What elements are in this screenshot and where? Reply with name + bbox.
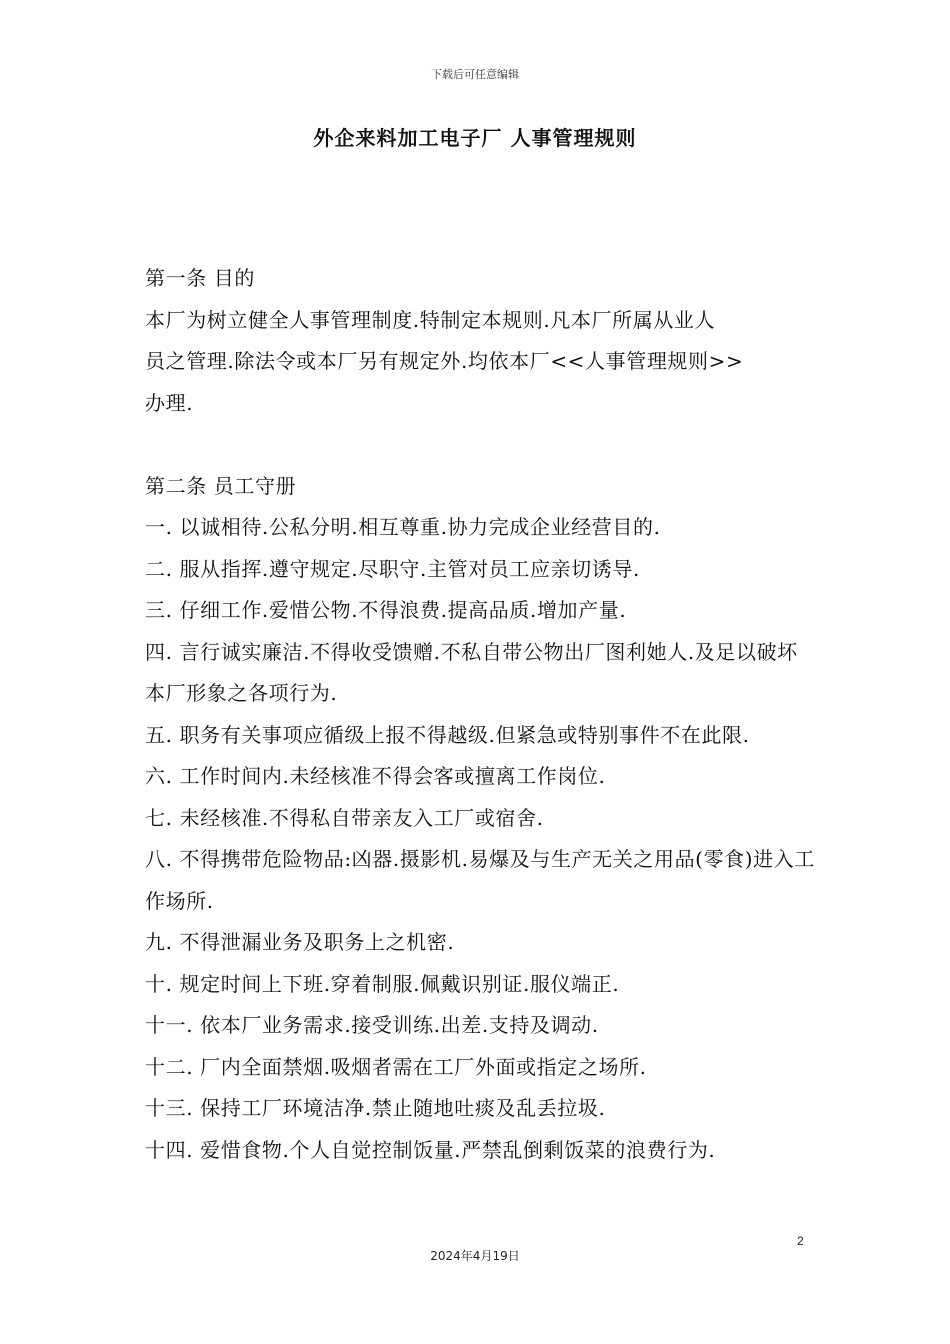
section-spacer [145,424,815,466]
rule-item: 六. 工作时间内.未经核准不得会客或擅离工作岗位. [145,764,606,788]
rule-item: 十. 规定时间上下班.穿着制服.佩戴识别证.服仪端正. [145,971,620,996]
rule-item: 九. 不得泄漏业务及职务上之机密. [145,930,455,954]
rule-item: 十一. 依本厂业务需求.接受训练.出差.支持及调动. [145,1013,599,1037]
rule-item: 十二. 厂内全面禁烟.吸烟者需在工厂外面或指定之场所. [145,1054,647,1079]
rule-item: 二. 服从指挥.遵守规定.尽职守.主管对员工应亲切诱导. [145,556,640,581]
section-1-line: 办理. [145,390,194,415]
section-1-line: 本厂为树立健全人事管理制度.特制定本规则.凡本厂所属从业人 [145,307,716,332]
section-1-heading: 第一条 目的 [145,266,255,290]
section-1-line: 员之管理.除法令或本厂另有规定外.均依本厂<<人事管理规则>> [145,349,744,373]
rule-item: 四. 言行诚实廉洁.不得收受馈赠.不私自带公物出厂图利她人.及足以破坏 本厂形象之各项行为. [145,639,798,705]
document-body [145,258,815,1171]
footer-date: 2024年4月19日 [430,1249,520,1263]
rule-item: 八. 不得携带危险物品:凶器.摄影机.易爆及与生产无关之用品(零食)进入工作场所. [145,847,815,913]
rule-item: 一. 以诚相待.公私分明.相互尊重.协力完成企业经营目的. [145,515,661,539]
header-note: 下载后可任意编辑 [431,68,519,81]
section-2-heading: 第二条 员工守册 [145,473,297,498]
rule-item: 七. 未经核准.不得私自带亲友入工厂或宿舍. [145,805,544,830]
rule-item: 十三. 保持工厂环境洁净.禁止随地吐痰及乱丢拉圾. [145,1096,606,1120]
page-number: 2 [797,1234,804,1248]
rule-item: 三. 仔细工作.爱惜公物.不得浪费.提高品质.增加产量. [145,598,627,622]
rule-item: 五. 职务有关事项应循级上报不得越级.但紧急或特别事件不在此限. [145,722,750,747]
document-title: 外企来料加工电子厂 人事管理规则 [313,126,637,150]
rule-item: 十四. 爱惜食物.个人自觉控制饭量.严禁乱倒剩饭菜的浪费行为. [145,1137,716,1162]
